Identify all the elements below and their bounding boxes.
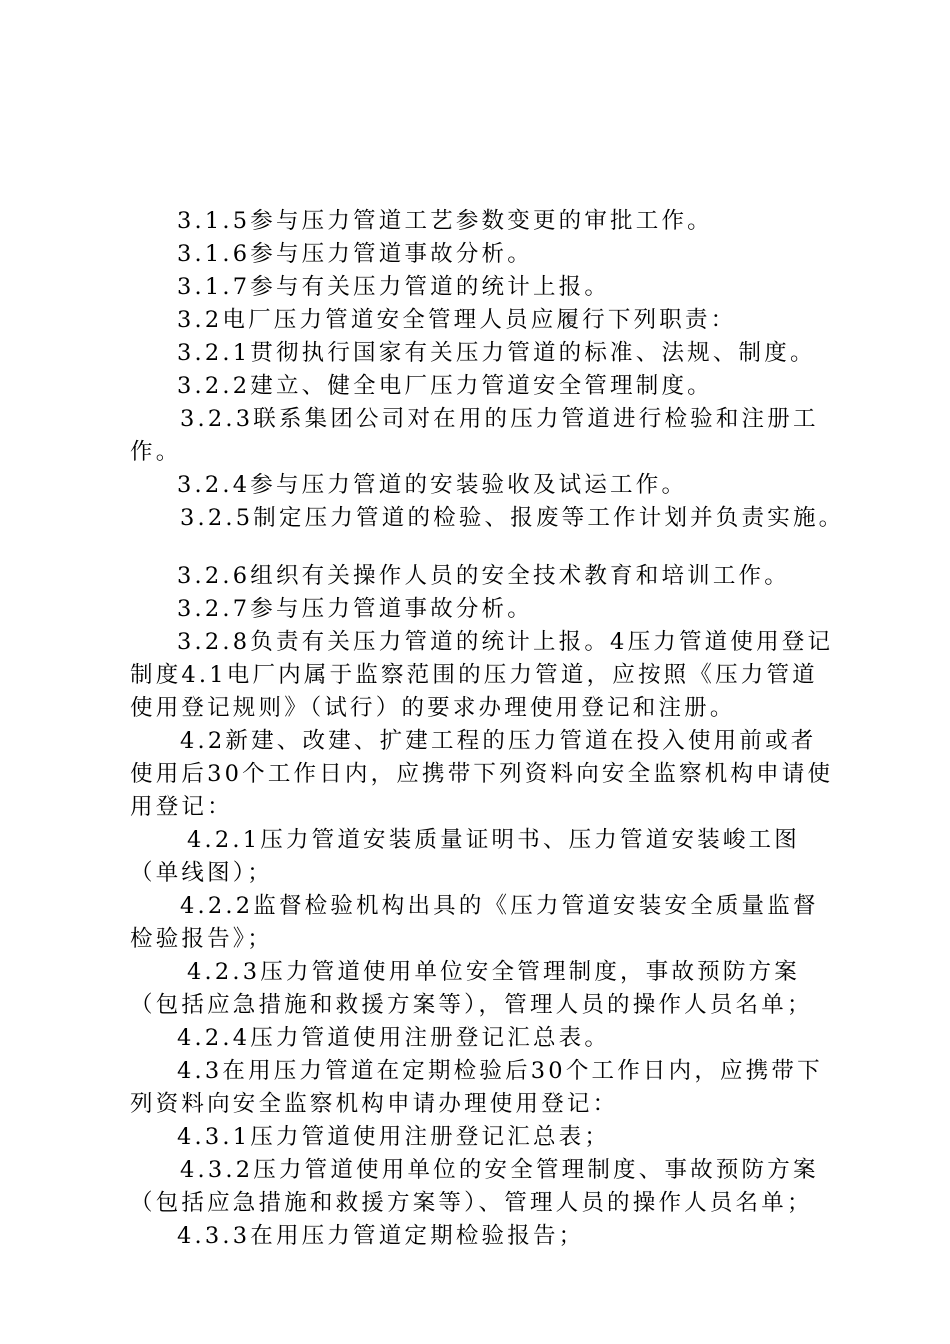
text-line: 4.3.3在用压力管道定期检验报告； bbox=[177, 1223, 585, 1249]
text-line: 4.2.2监督检验机构出具的《压力管道安装安全质量监督 bbox=[180, 893, 819, 919]
text-line: 3.2.6组织有关操作人员的安全技术教育和培训工作。 bbox=[177, 563, 790, 589]
text-line: 3.2.2建立、健全电厂压力管道安全管理制度。 bbox=[177, 373, 713, 399]
text-line: 制度4.1电厂内属于监察范围的压力管道，应按照《压力管道 bbox=[130, 662, 818, 688]
text-line: 3.1.6参与压力管道事故分析。 bbox=[177, 241, 533, 267]
text-line: 用登记： bbox=[130, 794, 233, 820]
text-line: （单线图）； bbox=[130, 860, 273, 886]
text-line: 4.3.1压力管道使用注册登记汇总表； bbox=[177, 1124, 611, 1150]
text-line: 3.2.1贯彻执行国家有关压力管道的标准、法规、制度。 bbox=[177, 340, 816, 366]
text-line: （包括应急措施和救援方案等），管理人员的操作人员名单； bbox=[130, 992, 813, 1018]
text-line: 使用后30个工作日内，应携带下列资料向安全监察机构申请使 bbox=[130, 761, 834, 787]
text-line: 3.2电厂压力管道安全管理人员应履行下列职责： bbox=[177, 307, 737, 333]
text-line: 3.1.5参与压力管道工艺参数变更的审批工作。 bbox=[177, 208, 713, 234]
text-line: 3.2.3联系集团公司对在用的压力管道进行检验和注册工 bbox=[180, 406, 819, 432]
text-line: 4.3.2压力管道使用单位的安全管理制度、事故预防方案 bbox=[180, 1157, 819, 1183]
text-line: 3.2.5制定压力管道的检验、报废等工作计划并负责实施。 bbox=[180, 505, 845, 531]
text-line: （包括应急措施和救援方案等）、管理人员的操作人员名单； bbox=[130, 1190, 813, 1216]
text-line: 3.2.7参与压力管道事故分析。 bbox=[177, 596, 533, 622]
text-line: 3.1.7参与有关压力管道的统计上报。 bbox=[177, 274, 611, 300]
text-line: 4.2.3压力管道使用单位安全管理制度，事故预防方案 bbox=[187, 959, 800, 985]
text-line: 4.2.1压力管道安装质量证明书、压力管道安装峻工图 bbox=[187, 827, 800, 853]
text-line: 3.2.8负责有关压力管道的统计上报。4压力管道使用登记 bbox=[177, 629, 834, 655]
text-line: 4.2.4压力管道使用注册登记汇总表。 bbox=[177, 1025, 611, 1051]
text-line: 使用登记规则》（试行）的要求办理使用登记和注册。 bbox=[130, 695, 736, 721]
text-line: 检验报告》； bbox=[130, 926, 273, 952]
text-line: 列资料向安全监察机构申请办理使用登记： bbox=[130, 1091, 619, 1117]
text-line: 作。 bbox=[130, 439, 182, 465]
text-line: 4.2新建、改建、扩建工程的压力管道在投入使用前或者 bbox=[180, 728, 817, 754]
text-line: 4.3在用压力管道在定期检验后30个工作日内，应携带下 bbox=[177, 1058, 823, 1084]
text-line: 3.2.4参与压力管道的安装验收及试运工作。 bbox=[177, 472, 688, 498]
